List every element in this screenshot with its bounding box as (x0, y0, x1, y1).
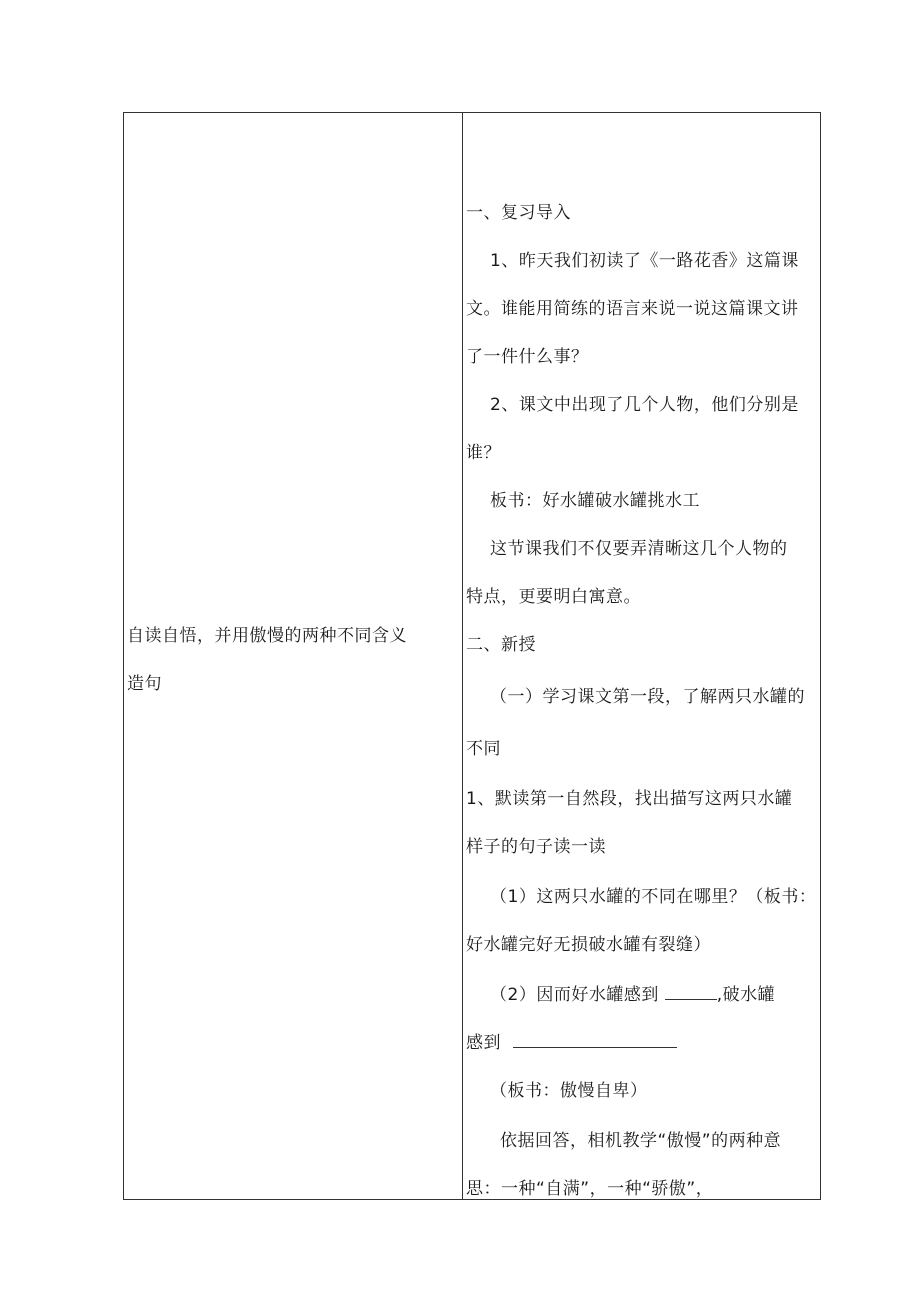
step-1-line: 样子的句子读一读 (466, 837, 606, 857)
section-heading-review: 一、复习导入 (466, 203, 571, 223)
intro-line: 这节课我们不仅要弄清晰这几个人物的 (490, 539, 788, 559)
sub-question-1-line: （1）这两只水罐的不同在哪里？（板书： (490, 887, 817, 907)
question-1-line: 1、昨天我们初读了《一路花香》这篇课 (490, 251, 799, 271)
question-2-line: 谁？ (466, 443, 501, 463)
sub-question-2-line (466, 1028, 677, 1053)
sub-question-2-text: （2）因而好水罐感到 (490, 985, 659, 1005)
explain-line: 思：一种“自满”，一种“骄傲”， (466, 1179, 714, 1199)
sub-question-1-line: 好水罐完好无损破水罐有裂缝） (466, 935, 711, 955)
question-1-line: 了一件什么事？ (466, 347, 589, 367)
fill-blank (665, 985, 717, 1000)
question-2-line: 2、课文中出现了几个人物，他们分别是 (490, 395, 799, 415)
left-cell-line: 自读自悟，并用傲慢的两种不同含义 (127, 626, 407, 646)
explain-line: 依据回答，相机教学“傲慢”的两种意 (500, 1131, 782, 1151)
question-1-line: 文。谁能用简练的语言来说一说这篇课文讲 (466, 299, 799, 319)
step-1-line: 1、默读第一自然段，找出描写这两只水罐 (466, 789, 793, 809)
board-note: 板书：好水罐破水罐挑水工 (490, 491, 700, 511)
sub-question-2-line (490, 980, 775, 1005)
section-heading-new: 二、新授 (466, 635, 536, 655)
board-note: （板书：傲慢自卑） (490, 1081, 648, 1101)
sub-question-2-text: 感到 (466, 1033, 501, 1053)
column-divider (462, 112, 463, 1200)
left-cell-line: 造句 (127, 674, 162, 694)
fill-blank (513, 1033, 677, 1048)
part-1-line: （一）学习课文第一段，了解两只水罐的 (490, 687, 805, 707)
intro-line: 特点，更要明白寓意。 (466, 587, 641, 607)
part-1-line: 不同 (466, 739, 501, 759)
left-cell (127, 612, 457, 708)
sub-question-2-text: ,破水罐 (716, 985, 776, 1005)
